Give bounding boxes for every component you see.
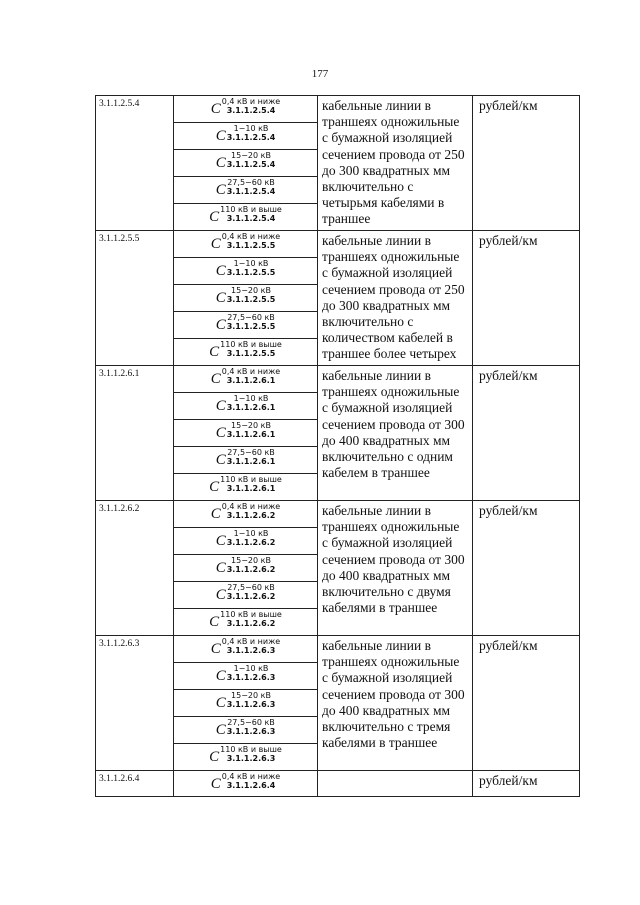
symbol-voltage: 15−20 кВ (231, 286, 271, 295)
symbol-voltage: 15−20 кВ (231, 691, 271, 700)
rate-symbol-cell (174, 285, 318, 312)
row-unit: рублей/км (473, 231, 580, 366)
symbol-voltage: 0,4 кВ и ниже (221, 232, 281, 241)
symbol-voltage: 0,4 кВ и ниже (221, 97, 281, 106)
row-description (318, 771, 473, 797)
rate-symbol (211, 97, 280, 117)
rate-symbol-cell (174, 447, 318, 474)
rate-symbol-cell (174, 123, 318, 150)
rate-symbol (216, 448, 276, 468)
rate-symbol (216, 664, 276, 684)
rate-symbol-cell (174, 582, 318, 609)
symbol-letter: C (209, 209, 220, 225)
rate-symbol (209, 205, 282, 225)
symbol-index: 3.1.1.2.5.4 (226, 160, 276, 169)
symbol-index: 3.1.1.2.5.4 (226, 106, 276, 115)
symbol-letter: C (209, 614, 220, 630)
symbol-voltage: 110 кВ и выше (220, 205, 282, 214)
rate-symbol (216, 718, 276, 738)
symbol-letter: C (215, 668, 226, 684)
row-code: 3.1.1.2.6.1 (96, 366, 174, 501)
rate-symbol-cell (174, 204, 318, 231)
rate-symbol-cell (174, 771, 318, 797)
row-code: 3.1.1.2.6.3 (96, 636, 174, 771)
rate-symbol (216, 529, 276, 549)
symbol-voltage: 15−20 кВ (231, 556, 271, 565)
symbol-index: 3.1.1.2.5.5 (226, 349, 276, 358)
table-row (96, 366, 580, 393)
table-row (96, 231, 580, 258)
symbol-voltage: 27,5−60 кВ (227, 448, 275, 457)
symbol-voltage: 1−10 кВ (233, 664, 269, 673)
symbol-index: 3.1.1.2.6.3 (226, 700, 276, 709)
symbol-letter: C (215, 263, 226, 279)
rate-symbol-cell (174, 744, 318, 771)
rate-symbol-cell (174, 528, 318, 555)
symbol-index: 3.1.1.2.6.1 (226, 376, 276, 385)
symbol-letter: C (215, 182, 226, 198)
rate-symbol (209, 475, 282, 495)
row-unit: рублей/км (473, 771, 580, 797)
symbol-letter: C (215, 587, 226, 603)
row-description: кабельные линии в траншеях одножильные с бумажной изоляцией сечением провода от 300 до 400 квадратных мм включительно с тремя кабелями в траншее (318, 636, 473, 771)
symbol-index: 3.1.1.2.6.1 (226, 403, 276, 412)
rate-symbol-cell (174, 231, 318, 258)
symbol-voltage: 0,4 кВ и ниже (221, 502, 281, 511)
symbol-letter: C (210, 641, 221, 657)
page-number: 177 (311, 68, 329, 80)
rate-symbol-cell (174, 366, 318, 393)
symbol-index: 3.1.1.2.6.3 (226, 754, 276, 763)
symbol-voltage: 110 кВ и выше (220, 610, 282, 619)
symbol-voltage: 15−20 кВ (231, 421, 271, 430)
rate-symbol (216, 691, 276, 711)
rate-symbol (216, 583, 276, 603)
rate-symbol-cell (174, 690, 318, 717)
symbol-index: 3.1.1.2.5.4 (226, 187, 276, 196)
row-unit: рублей/км (473, 366, 580, 501)
row-code: 3.1.1.2.6.4 (96, 771, 174, 797)
symbol-letter: C (209, 479, 220, 495)
rate-symbol (216, 151, 276, 171)
symbol-voltage: 0,4 кВ и ниже (221, 772, 281, 781)
symbol-voltage: 1−10 кВ (233, 529, 269, 538)
symbol-index: 3.1.1.2.5.4 (226, 133, 276, 142)
rate-symbol (209, 340, 282, 360)
symbol-voltage: 1−10 кВ (233, 259, 269, 268)
rate-symbol-cell (174, 474, 318, 501)
symbol-index: 3.1.1.2.6.1 (226, 430, 276, 439)
symbol-index: 3.1.1.2.6.1 (226, 457, 276, 466)
symbol-voltage: 15−20 кВ (231, 151, 271, 160)
symbol-index: 3.1.1.2.5.5 (226, 322, 276, 331)
symbol-index: 3.1.1.2.6.2 (226, 565, 276, 574)
row-code: 3.1.1.2.5.5 (96, 231, 174, 366)
symbol-index: 3.1.1.2.6.2 (226, 619, 276, 628)
symbol-letter: C (210, 506, 221, 522)
symbol-letter: C (210, 236, 221, 252)
rate-symbol (216, 259, 276, 279)
rate-symbol (216, 421, 276, 441)
rate-symbol-cell (174, 555, 318, 582)
symbol-letter: C (215, 155, 226, 171)
rate-symbol (216, 394, 276, 414)
symbol-letter: C (215, 452, 226, 468)
tariff-table (95, 95, 580, 797)
symbol-letter: C (210, 776, 221, 792)
rate-symbol (209, 745, 282, 765)
symbol-index: 3.1.1.2.6.2 (226, 511, 276, 520)
symbol-letter: C (215, 533, 226, 549)
rate-symbol (211, 637, 280, 657)
rate-symbol (211, 232, 280, 252)
table-row (96, 96, 580, 123)
symbol-letter: C (209, 749, 220, 765)
row-description: кабельные линии в траншеях одножильные с бумажной изоляцией сечением провода от 300 до 400 квадратных мм включительно с одним кабелем в траншее (318, 366, 473, 501)
symbol-letter: C (210, 371, 221, 387)
symbol-index: 3.1.1.2.6.2 (226, 538, 276, 547)
table-row (96, 501, 580, 528)
row-description: кабельные линии в траншеях одножильные с бумажной изоляцией сечением провода от 250 до 300 квадратных мм включительно с количеством кабелей в траншее более четырех (318, 231, 473, 366)
row-unit: рублей/км (473, 501, 580, 636)
symbol-voltage: 0,4 кВ и ниже (221, 637, 281, 646)
symbol-index: 3.1.1.2.6.3 (226, 727, 276, 736)
symbol-letter: C (215, 425, 226, 441)
rate-symbol-cell (174, 393, 318, 420)
rate-symbol-cell (174, 177, 318, 204)
rate-symbol-cell (174, 312, 318, 339)
rate-symbol (216, 178, 276, 198)
row-description: кабельные линии в траншеях одножильные с бумажной изоляцией сечением провода от 250 до 300 квадратных мм включительно с четырьмя кабелями в траншее (318, 96, 473, 231)
rate-symbol-cell (174, 663, 318, 690)
rate-symbol-cell (174, 420, 318, 447)
rate-symbol-cell (174, 636, 318, 663)
symbol-index: 3.1.1.2.6.2 (226, 592, 276, 601)
rate-symbol-cell (174, 150, 318, 177)
rate-symbol (211, 367, 280, 387)
row-code: 3.1.1.2.6.2 (96, 501, 174, 636)
table-row (96, 636, 580, 663)
symbol-index: 3.1.1.2.6.3 (226, 646, 276, 655)
table-row (96, 771, 580, 797)
symbol-voltage: 27,5−60 кВ (227, 178, 275, 187)
symbol-index: 3.1.1.2.6.4 (226, 781, 276, 790)
symbol-letter: C (215, 695, 226, 711)
rate-symbol (216, 124, 276, 144)
symbol-voltage: 110 кВ и выше (220, 475, 282, 484)
rate-symbol-cell (174, 501, 318, 528)
row-unit: рублей/км (473, 636, 580, 771)
row-description: кабельные линии в траншеях одножильные с бумажной изоляцией сечением провода от 300 до 400 квадратных мм включительно с двумя кабелями в траншее (318, 501, 473, 636)
symbol-voltage: 110 кВ и выше (220, 745, 282, 754)
rate-symbol (216, 313, 276, 333)
symbol-voltage: 1−10 кВ (233, 124, 269, 133)
rate-symbol (216, 556, 276, 576)
symbol-index: 3.1.1.2.5.4 (226, 214, 276, 223)
rate-symbol-cell (174, 609, 318, 636)
symbol-letter: C (210, 101, 221, 117)
rate-symbol-cell (174, 339, 318, 366)
rate-symbol-cell (174, 96, 318, 123)
table-body (96, 96, 580, 797)
symbol-voltage: 0,4 кВ и ниже (221, 367, 281, 376)
rate-symbol-cell (174, 258, 318, 285)
symbol-index: 3.1.1.2.5.5 (226, 268, 276, 277)
symbol-voltage: 110 кВ и выше (220, 340, 282, 349)
row-code: 3.1.1.2.5.4 (96, 96, 174, 231)
rate-symbol (211, 502, 280, 522)
symbol-letter: C (215, 317, 226, 333)
rate-symbol (211, 772, 280, 792)
symbol-index: 3.1.1.2.6.3 (226, 673, 276, 682)
symbol-voltage: 27,5−60 кВ (227, 583, 275, 592)
rate-symbol (209, 610, 282, 630)
symbol-letter: C (215, 722, 226, 738)
symbol-index: 3.1.1.2.6.1 (226, 484, 276, 493)
symbol-voltage: 27,5−60 кВ (227, 313, 275, 322)
symbol-voltage: 1−10 кВ (233, 394, 269, 403)
symbol-letter: C (215, 290, 226, 306)
rate-symbol (216, 286, 276, 306)
symbol-voltage: 27,5−60 кВ (227, 718, 275, 727)
symbol-letter: C (215, 398, 226, 414)
rate-symbol-cell (174, 717, 318, 744)
symbol-letter: C (215, 560, 226, 576)
symbol-index: 3.1.1.2.5.5 (226, 295, 276, 304)
symbol-index: 3.1.1.2.5.5 (226, 241, 276, 250)
row-unit: рублей/км (473, 96, 580, 231)
symbol-letter: C (209, 344, 220, 360)
symbol-letter: C (215, 128, 226, 144)
